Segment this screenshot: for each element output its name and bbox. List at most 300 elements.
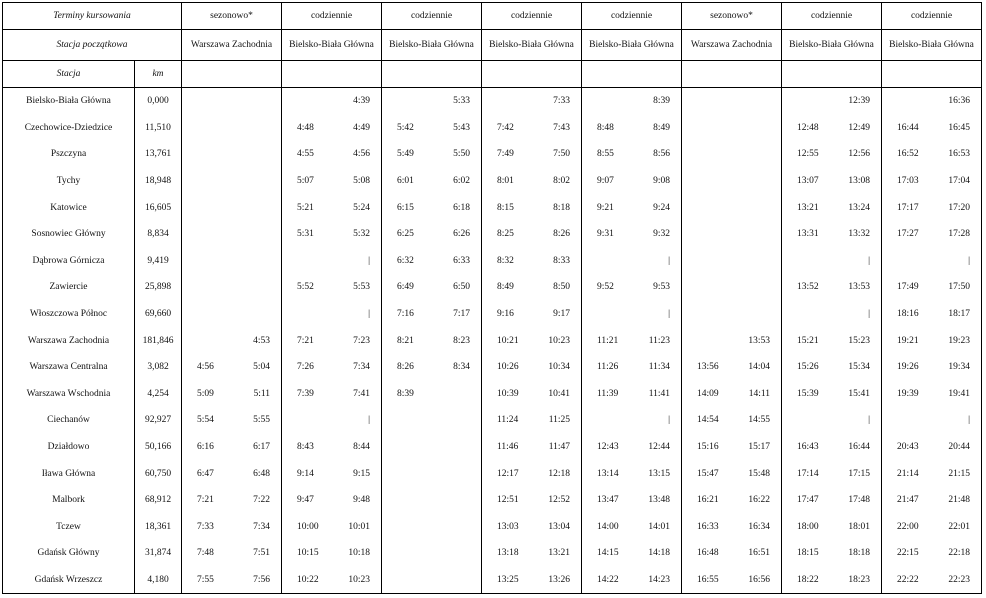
station-name: Zawiercie [3,274,135,301]
departure-time: 6:02 [432,168,482,195]
arrival-time: 12:48 [782,115,832,142]
arrival-time: 8:26 [382,354,432,381]
station-name: Warszawa Centralna [3,354,135,381]
departure-time: 17:48 [832,487,882,514]
departure-time: 7:23 [332,327,382,354]
arrival-time: 11:24 [482,407,532,434]
departure-time [432,407,482,434]
origin-row [3,30,982,61]
arrival-time: 14:15 [582,540,632,567]
arrival-time: 13:21 [782,194,832,221]
departure-time: 8:18 [532,194,582,221]
departure-time: 12:49 [832,115,882,142]
arrival-time: 8:39 [382,381,432,408]
departure-time: 9:15 [332,460,382,487]
departure-time: 10:41 [532,381,582,408]
arrival-time: 7:39 [282,381,332,408]
departure-time: 5:50 [432,141,482,168]
arrival-time: 8:01 [482,168,532,195]
arrival-time: 6:25 [382,221,432,248]
arrival-time: 16:55 [682,567,732,594]
arrival-time [782,407,832,434]
departure-time: 13:04 [532,514,582,541]
train-term: codziennie [282,3,382,30]
arrival-time [182,141,232,168]
arrival-time: 5:42 [382,115,432,142]
arrival-time: 10:26 [482,354,532,381]
train-origin: Warszawa Zachodnia [182,30,282,61]
departure-time: 12:44 [632,434,682,461]
station-name: Włoszczowa Północ [3,301,135,328]
departure-time: 16:34 [732,514,782,541]
departure-time [232,141,282,168]
table-row [3,168,982,195]
departure-time: 11:25 [532,407,582,434]
arrival-time [382,434,432,461]
train-term: codziennie [882,3,982,30]
train-term: sezonowo* [182,3,282,30]
arrival-time: 19:39 [882,381,932,408]
station-km: 9,419 [135,248,182,275]
station-km: 50,166 [135,434,182,461]
arrival-time: 9:16 [482,301,532,328]
departure-time: 13:26 [532,567,582,594]
arrival-time: 7:21 [182,487,232,514]
departure-time: 15:48 [732,460,782,487]
arrival-time [182,327,232,354]
departure-time: 5:08 [332,168,382,195]
arrival-time: 16:52 [882,141,932,168]
station-km: 68,912 [135,487,182,514]
departure-time [232,115,282,142]
table-row [3,88,982,115]
arrival-time [682,274,732,301]
arrival-time: 5:21 [282,194,332,221]
arrival-time: 13:03 [482,514,532,541]
arrival-time [582,88,632,115]
arrival-time: 16:33 [682,514,732,541]
arrival-time [382,567,432,594]
train-origin: Bielsko-Biała Główna [382,30,482,61]
arrival-time: 7:16 [382,301,432,328]
departure-time [232,168,282,195]
departure-time: | [632,301,682,328]
departure-time: 14:01 [632,514,682,541]
station-header: Stacja [3,61,135,88]
arrival-time [682,248,732,275]
arrival-time: 12:17 [482,460,532,487]
arrival-time: 7:42 [482,115,532,142]
station-km: 8,834 [135,221,182,248]
arrival-time: 13:25 [482,567,532,594]
arrival-time: 17:14 [782,460,832,487]
station-km: 25,898 [135,274,182,301]
arrival-time [682,141,732,168]
arrival-time: 5:31 [282,221,332,248]
departure-time: 22:23 [932,567,982,594]
station-name: Pszczyna [3,141,135,168]
arrival-time: 8:49 [482,274,532,301]
arrival-time [782,248,832,275]
arrival-time [682,301,732,328]
table-row [3,248,982,275]
arrival-time: 7:48 [182,540,232,567]
arrival-time [582,248,632,275]
table-row [3,301,982,328]
arrival-time: 5:49 [382,141,432,168]
station-km: 4,180 [135,567,182,594]
table-row [3,141,982,168]
table-row [3,354,982,381]
departure-time: 17:28 [932,221,982,248]
terms-label: Terminy kursowania [3,3,182,30]
arrival-time: 13:47 [582,487,632,514]
departure-time: 18:01 [832,514,882,541]
table-row [3,460,982,487]
departure-time: 8:50 [532,274,582,301]
departure-time: 8:26 [532,221,582,248]
arrival-time: 7:55 [182,567,232,594]
arrival-time: 10:00 [282,514,332,541]
departure-time: 19:41 [932,381,982,408]
arrival-time: 8:55 [582,141,632,168]
arrival-time: 10:22 [282,567,332,594]
arrival-time: 17:47 [782,487,832,514]
departure-time: 10:34 [532,354,582,381]
departure-time: 17:20 [932,194,982,221]
departure-time: 6:33 [432,248,482,275]
arrival-time: 18:15 [782,540,832,567]
departure-time: 4:53 [232,327,282,354]
arrival-time: 15:39 [782,381,832,408]
arrival-time: 7:26 [282,354,332,381]
departure-time: 7:22 [232,487,282,514]
arrival-time: 7:49 [482,141,532,168]
arrival-time: 14:00 [582,514,632,541]
departure-time: 9:53 [632,274,682,301]
arrival-time: 6:32 [382,248,432,275]
arrival-time [682,221,732,248]
departure-time: | [332,301,382,328]
arrival-time: 10:39 [482,381,532,408]
departure-time: 5:04 [232,354,282,381]
table-row [3,327,982,354]
station-km: 4,254 [135,381,182,408]
origin-label: Stacja początkowa [3,30,182,61]
arrival-time [382,540,432,567]
arrival-time: 11:46 [482,434,532,461]
arrival-time: 8:15 [482,194,532,221]
arrival-time: 13:07 [782,168,832,195]
departure-time: 20:44 [932,434,982,461]
station-name: Działdowo [3,434,135,461]
arrival-time [382,88,432,115]
arrival-time: 18:16 [882,301,932,328]
departure-time: 15:34 [832,354,882,381]
departure-time: 5:55 [232,407,282,434]
arrival-time: 5:09 [182,381,232,408]
arrival-time: 6:49 [382,274,432,301]
arrival-time: 13:56 [682,354,732,381]
departure-time: | [332,248,382,275]
arrival-time [782,88,832,115]
station-name: Malbork [3,487,135,514]
departure-time [232,194,282,221]
departure-time: 10:18 [332,540,382,567]
departure-time: 9:48 [332,487,382,514]
departure-time: 15:41 [832,381,882,408]
table-row [3,407,982,434]
departure-time [732,194,782,221]
arrival-time [382,407,432,434]
arrival-time: 15:16 [682,434,732,461]
station-km: 16,605 [135,194,182,221]
departure-time: | [932,407,982,434]
departure-time: 8:33 [532,248,582,275]
arrival-time: 7:21 [282,327,332,354]
departure-time: 6:48 [232,460,282,487]
departure-time: 12:56 [832,141,882,168]
departure-time: 4:49 [332,115,382,142]
arrival-time [882,248,932,275]
departure-time: 22:18 [932,540,982,567]
table-row [3,274,982,301]
arrival-time: 18:22 [782,567,832,594]
arrival-time: 17:17 [882,194,932,221]
table-row [3,115,982,142]
departure-time: 8:44 [332,434,382,461]
arrival-time [382,460,432,487]
departure-time: 9:08 [632,168,682,195]
arrival-time: 8:43 [282,434,332,461]
arrival-time [782,301,832,328]
arrival-time: 10:21 [482,327,532,354]
departure-time: 7:56 [232,567,282,594]
arrival-time: 15:47 [682,460,732,487]
departure-time: 8:34 [432,354,482,381]
terms-row [3,3,982,30]
arrival-time [682,327,732,354]
departure-time: 16:56 [732,567,782,594]
arrival-time [682,168,732,195]
arrival-time: 14:22 [582,567,632,594]
arrival-time [182,194,232,221]
station-km: 0,000 [135,88,182,115]
arrival-time: 8:48 [582,115,632,142]
departure-time: 6:50 [432,274,482,301]
departure-time: 12:52 [532,487,582,514]
departure-time: 13:32 [832,221,882,248]
arrival-time: 6:47 [182,460,232,487]
station-km: 11,510 [135,115,182,142]
arrival-time [582,407,632,434]
arrival-time [682,88,732,115]
departure-time: | [932,248,982,275]
arrival-time: 22:15 [882,540,932,567]
departure-time: 8:02 [532,168,582,195]
arrival-time: 4:55 [282,141,332,168]
departure-time [232,248,282,275]
departure-time: 13:53 [832,274,882,301]
departure-time: 6:26 [432,221,482,248]
departure-time: 7:43 [532,115,582,142]
departure-time: 5:32 [332,221,382,248]
departure-time: 18:17 [932,301,982,328]
departure-time: | [832,248,882,275]
arrival-time: 8:32 [482,248,532,275]
departure-time: 13:21 [532,540,582,567]
departure-time [432,381,482,408]
departure-time: 22:01 [932,514,982,541]
departure-time: 5:11 [232,381,282,408]
station-name: Gdańsk Główny [3,540,135,567]
departure-time: 7:41 [332,381,382,408]
departure-time: 13:08 [832,168,882,195]
train-origin: Warszawa Zachodnia [682,30,782,61]
station-km: 18,948 [135,168,182,195]
train-origin: Bielsko-Biała Główna [882,30,982,61]
departure-time [732,141,782,168]
departure-time: 13:24 [832,194,882,221]
arrival-time [182,115,232,142]
arrival-time: 11:39 [582,381,632,408]
departure-time: 8:23 [432,327,482,354]
arrival-time: 16:43 [782,434,832,461]
station-km: 13,761 [135,141,182,168]
arrival-time: 18:00 [782,514,832,541]
table-row [3,381,982,408]
departure-time: 21:48 [932,487,982,514]
station-km: 69,660 [135,301,182,328]
train-origin: Bielsko-Biała Główna [482,30,582,61]
departure-time: 5:43 [432,115,482,142]
arrival-time: 13:31 [782,221,832,248]
departure-time [732,88,782,115]
station-name: Warszawa Wschodnia [3,381,135,408]
departure-time [732,115,782,142]
arrival-time: 22:22 [882,567,932,594]
arrival-time: 5:52 [282,274,332,301]
arrival-time: 22:00 [882,514,932,541]
departure-time: 7:34 [332,354,382,381]
station-km: 31,874 [135,540,182,567]
arrival-time: 11:21 [582,327,632,354]
departure-time [232,88,282,115]
departure-time [232,221,282,248]
departure-time: 12:39 [832,88,882,115]
km-header: km [135,61,182,88]
arrival-time: 16:44 [882,115,932,142]
departure-time: 5:53 [332,274,382,301]
arrival-time [682,115,732,142]
departure-time: 17:04 [932,168,982,195]
arrival-time: 17:27 [882,221,932,248]
departure-time: 9:32 [632,221,682,248]
arrival-time: 19:26 [882,354,932,381]
departure-time: 5:33 [432,88,482,115]
departure-time [732,248,782,275]
arrival-time: 12:55 [782,141,832,168]
departure-time: | [632,248,682,275]
arrival-time: 14:09 [682,381,732,408]
table-row [3,514,982,541]
train-term: sezonowo* [682,3,782,30]
arrival-time: 10:15 [282,540,332,567]
arrival-time: 5:07 [282,168,332,195]
train-term: codziennie [782,3,882,30]
arrival-time: 8:21 [382,327,432,354]
arrival-time [282,88,332,115]
table-row [3,221,982,248]
departure-time: 21:15 [932,460,982,487]
departure-time: 9:17 [532,301,582,328]
arrival-time: 7:33 [182,514,232,541]
departure-time [732,168,782,195]
arrival-time [182,248,232,275]
arrival-time: 6:01 [382,168,432,195]
arrival-time: 4:56 [182,354,232,381]
departure-time: 19:23 [932,327,982,354]
arrival-time [182,301,232,328]
arrival-time: 15:26 [782,354,832,381]
departure-time: 7:17 [432,301,482,328]
departure-time: | [832,301,882,328]
train-origin: Bielsko-Biała Główna [582,30,682,61]
departure-time: 16:36 [932,88,982,115]
departure-time [732,221,782,248]
departure-time: 8:49 [632,115,682,142]
departure-time [232,301,282,328]
departure-time: 10:01 [332,514,382,541]
departure-time: 9:24 [632,194,682,221]
arrival-time: 6:15 [382,194,432,221]
departure-time: 8:39 [632,88,682,115]
departure-time [732,301,782,328]
train-origin: Bielsko-Biała Główna [282,30,382,61]
departure-time: 16:22 [732,487,782,514]
departure-time: 10:23 [532,327,582,354]
arrival-time [182,168,232,195]
departure-time: 12:18 [532,460,582,487]
arrival-time: 9:07 [582,168,632,195]
station-name: Warszawa Zachodnia [3,327,135,354]
arrival-time [882,88,932,115]
departure-time: 13:15 [632,460,682,487]
departure-time: 18:23 [832,567,882,594]
departure-time: 8:56 [632,141,682,168]
departure-time: 17:50 [932,274,982,301]
departure-time: 15:23 [832,327,882,354]
departure-time [432,434,482,461]
departure-time: 11:34 [632,354,682,381]
departure-time: 16:53 [932,141,982,168]
departure-time: 13:53 [732,327,782,354]
arrival-time [282,301,332,328]
arrival-time: 13:18 [482,540,532,567]
timetable [2,2,982,594]
departure-time: 7:34 [232,514,282,541]
station-km: 92,927 [135,407,182,434]
arrival-time: 13:52 [782,274,832,301]
departure-time: 19:34 [932,354,982,381]
station-km: 181,846 [135,327,182,354]
departure-time: | [832,407,882,434]
departure-time: 14:04 [732,354,782,381]
arrival-time [182,221,232,248]
arrival-time: 8:25 [482,221,532,248]
arrival-time [182,88,232,115]
arrival-time: 9:21 [582,194,632,221]
